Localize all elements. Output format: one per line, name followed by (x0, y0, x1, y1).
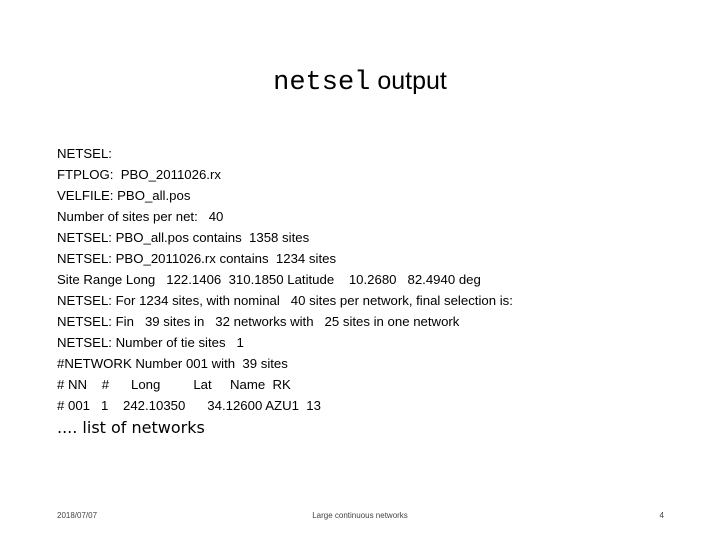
output-line: Number of sites per net: 40 (57, 209, 224, 224)
slide-title (0, 62, 720, 101)
output-line: NETSEL: For 1234 sites, with nominal 40 sites per network, final selection is: (57, 293, 513, 308)
output-line: # NN # Long Lat Name RK (57, 377, 291, 392)
output-line: NETSEL: (57, 146, 112, 161)
output-line: Site Range Long 122.1406 310.1850 Latitude 10.2680 82.4940 deg (57, 272, 481, 287)
list-of-networks-note: .... list of networks (57, 418, 205, 437)
title-command-name: netsel (273, 68, 371, 98)
output-line: NETSEL: PBO_2011026.rx contains 1234 sites (57, 251, 337, 266)
title-suffix: output (370, 67, 447, 95)
output-line: NETSEL: Number of tie sites 1 (57, 335, 244, 350)
output-line: NETSEL: Fin 39 sites in 32 networks with 25 sites in one network (57, 314, 460, 329)
page-number: 4 (659, 511, 664, 520)
output-line: FTPLOG: PBO_2011026.rx (57, 167, 221, 182)
output-line: VELFILE: PBO_all.pos (57, 188, 191, 203)
output-line: NETSEL: PBO_all.pos contains 1358 sites (57, 230, 310, 245)
output-line: #NETWORK Number 001 with 39 sites (57, 356, 288, 371)
output-line: # 001 1 242.10350 34.12600 AZU1 13 (57, 398, 321, 413)
output-listing (57, 143, 697, 416)
footer-title: Large continuous networks (312, 511, 408, 520)
footer-date: 2018/07/07 (57, 511, 98, 520)
